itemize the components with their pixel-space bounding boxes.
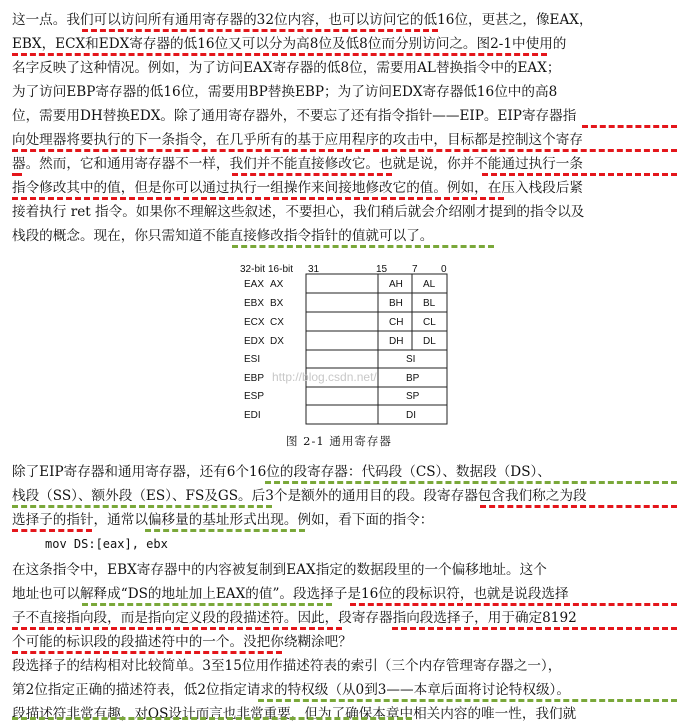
reg-dx: DX: [270, 336, 284, 347]
red-underline: [12, 149, 677, 152]
reg-cx: CX: [270, 317, 284, 328]
green-underline: [232, 245, 494, 248]
reg-esi: ESI: [244, 354, 261, 365]
cell-bh: BH: [389, 298, 403, 309]
reg-ax: AX: [270, 279, 284, 290]
text-line: 地址也可以解释成“DS的地址加上EAX的值”。段选择子是16位的段标识符，也就是说段选择: [12, 586, 569, 602]
text-line: 位，需要用DH替换EDX。除了通用寄存器外，不要忘了还有指令指针——EIP。EIP寄存器指: [12, 108, 577, 124]
text-line: 选择子的指针，通常以偏移量的基址形式出现。例如，看下面的指令：: [12, 512, 434, 528]
reg-eax: EAX: [244, 279, 265, 290]
label-32bit: 32-bit: [240, 264, 266, 275]
cell-dh: DH: [389, 336, 404, 347]
red-underline: [232, 173, 392, 176]
cell-di: DI: [406, 410, 416, 421]
cell-ah: AH: [389, 279, 403, 290]
reg-edi: EDI: [244, 410, 261, 421]
red-underline: [12, 651, 282, 654]
text-line: 第2位指定正确的描述符表，低2位指定请求的特权级（从0到3——本章后面将讨论特权级）。: [12, 682, 570, 698]
text-line: 指令修改其中的值，但是你可以通过执行一组操作来间接地修改它的值。例如，在压入栈段后紧: [12, 180, 583, 196]
reg-ecx: ECX: [244, 317, 265, 328]
cell-ch: CH: [389, 317, 404, 328]
cell-cl: CL: [423, 317, 436, 328]
text-line: 段描述符非常有趣，对OS设计而言也非常重要，但为了确保本章中相关内容的唯一性，我们就: [12, 706, 577, 722]
red-underline: [12, 529, 92, 532]
text-line: 这一点。我们可以访问所有通用寄存器的32位内容，也可以访问它的低16位，更甚之，像EAX，: [12, 12, 593, 28]
register-grid: [306, 274, 447, 424]
reg-edx: EDX: [244, 336, 265, 347]
label-16bit: 16-bit: [268, 264, 294, 275]
figure-caption: 图 2-1 通用寄存器: [286, 434, 392, 448]
watermark: http://blog.csdn.net/: [272, 370, 377, 384]
cell-si: SI: [406, 354, 416, 365]
text-line: 个可能的标识段的段描述符中的一个。没把你绕糊涂吧？: [12, 634, 352, 650]
red-underline: [12, 627, 342, 630]
red-underline: [12, 173, 22, 176]
red-underline: [350, 603, 677, 606]
bit-0: 0: [441, 264, 447, 275]
green-underline: [82, 603, 332, 606]
reg-ebx: EBX: [244, 298, 265, 309]
text-line: 名字反映了这种情况。例如，为了访问EAX寄存器的低8位，需要用AL替换指令中的EAX；: [12, 60, 561, 76]
cell-sp: SP: [406, 391, 420, 402]
text-line: 为了访问EBP寄存器的低16位，需要用BP替换EBP；为了访问EDX寄存器低16位中的高8: [12, 84, 558, 100]
text-line: 子不直接指向段，而是指向定义段的段描述符。因此，段寄存器指向段选择子，用于确定8192: [12, 610, 577, 626]
red-underline: [12, 197, 504, 200]
text-line: 除了EIP寄存器和通用寄存器，还有6个16位的段寄存器：代码段（CS）、数据段（DS）、: [12, 464, 551, 480]
cell-bp: BP: [406, 373, 420, 384]
text-line: 器。然而，它和通用寄存器不一样，我们并不能直接修改它。也就是说，你并不能通过执行一条: [12, 156, 583, 172]
code-snippet: mov DS:[eax], ebx: [45, 537, 168, 551]
red-underline: [392, 627, 677, 630]
text-line: 段选择子的结构相对比较简单。3至15位用作描述符表的索引（三个内存管理寄存器之一），: [12, 658, 562, 674]
reg-esp: ESP: [244, 391, 265, 402]
text-line: 栈段（SS）、额外段（ES）、FS及GS。后3个是额外的通用目的段。段寄存器包含我们称之为段: [12, 488, 587, 504]
red-underline: [12, 53, 547, 56]
text-line: 栈段的概念。现在，你只需知道不能直接修改指令指针的值就可以了。: [12, 228, 434, 244]
red-underline: [82, 29, 438, 32]
bit-31: 31: [308, 264, 320, 275]
text-line: EBX，ECX和EDX寄存器的低16位又可以分为高8位及低8位而分别访问之。图2-1中使用的: [12, 36, 567, 52]
cell-bl: BL: [423, 298, 436, 309]
red-underline: [582, 125, 677, 128]
paragraph-2: [12, 460, 677, 532]
text-line: 在这条指令中，EBX寄存器中的内容被复制到EAX指定的数据段里的一个偏移地址。这个: [12, 562, 547, 578]
red-underline: [482, 173, 677, 176]
green-underline: [145, 529, 305, 532]
green-underline: [12, 717, 412, 720]
cell-dl: DL: [423, 336, 436, 347]
reg-ebp: EBP: [244, 373, 265, 384]
bit-15: 15: [376, 264, 388, 275]
green-underline: [12, 505, 272, 508]
green-underline: [258, 699, 677, 702]
green-underline: [265, 481, 677, 484]
reg-bx: BX: [270, 298, 284, 309]
bit-7: 7: [412, 264, 418, 275]
cell-al: AL: [423, 279, 436, 290]
red-underline: [480, 505, 677, 508]
text-line: 向处理器将要执行的下一条指令，在几乎所有的基于应用程序的攻击中，目标都是控制这个寄存: [12, 132, 583, 148]
text-line: 接着执行 ret 指令。如果你不理解这些叙述，不要担心，我们稍后就会介绍刚才提到的指令以及: [12, 204, 585, 220]
